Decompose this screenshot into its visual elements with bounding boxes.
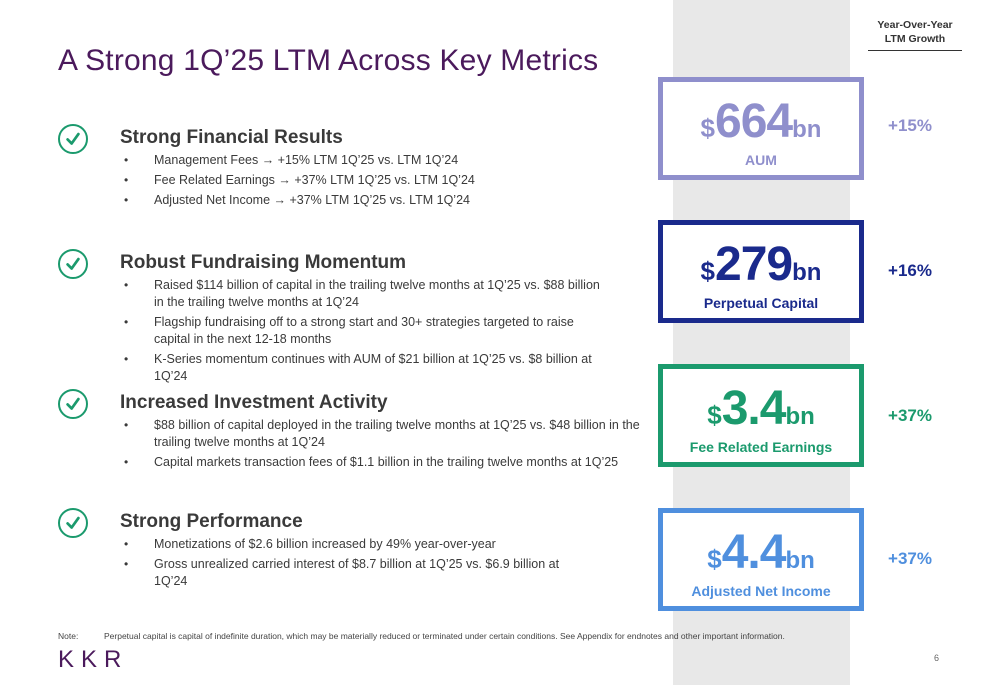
list-item: • Adjusted Net Income → +37% LTM 1Q’25 vs. LTM 1Q’24: [120, 192, 650, 209]
list-item: • Fee Related Earnings → +37% LTM 1Q’25 vs. LTM 1Q’24: [120, 172, 650, 189]
metric-value: $279bn: [700, 238, 822, 291]
bullet-list: [120, 277, 610, 388]
metric-value: $3.4bn: [707, 382, 815, 435]
metric-label: Perpetual Capital: [703, 295, 819, 311]
page-number: 6: [934, 653, 940, 663]
list-item: • Monetizations of $2.6 billion increased by 49% year-over-year: [120, 536, 580, 553]
growth-value-aum: +15%: [888, 116, 932, 135]
section-title: Increased Investment Activity: [120, 392, 388, 413]
footnote-label: Note:: [58, 631, 79, 641]
growth-header-line-1: Year-Over-Year: [877, 19, 953, 31]
list-item: • Capital markets transaction fees of $1.1 billion in the trailing twelve months at 1Q’25: [120, 454, 650, 471]
bullet-list: [120, 417, 650, 474]
metric-label: Fee Related Earnings: [689, 439, 833, 455]
checkmark-icon: [58, 508, 88, 538]
metric-box-adjusted-net-income: [658, 508, 864, 611]
metric-value: $4.4bn: [707, 526, 815, 579]
metric-box-perpetual-capital: [658, 220, 864, 323]
section-title: Strong Performance: [120, 511, 303, 532]
checkmark-icon: [58, 389, 88, 419]
list-item: • Management Fees → +15% LTM 1Q’25 vs. LTM 1Q’24: [120, 152, 650, 169]
list-item: • Flagship fundraising off to a strong start and 30+ strategies targeted to raise capital in the next 12-18 months: [120, 314, 610, 348]
list-item: • $88 billion of capital deployed in the trailing twelve months at 1Q’25 vs. $48 billion in the trailing twelve months at 1Q’24: [120, 417, 650, 451]
bullet-list: [120, 152, 650, 212]
metric-box-aum: [658, 77, 864, 180]
footnote-text: Perpetual capital is capital of indefinite duration, which may be materially reduced or terminated under certain conditions. See Appendix for endnotes and other important information.: [104, 631, 785, 641]
list-item: • Gross unrealized carried interest of $8.7 billion at 1Q’25 vs. $6.9 billion at 1Q’24: [120, 556, 580, 590]
page-title: A Strong 1Q’25 LTM Across Key Metrics: [58, 44, 599, 77]
checkmark-icon: [58, 124, 88, 154]
growth-value-adjusted-net-income: +37%: [888, 549, 932, 568]
metric-box-fee-related-earnings: [658, 364, 864, 467]
growth-column-header: [868, 18, 962, 51]
section-title: Robust Fundraising Momentum: [120, 252, 407, 273]
kkr-logo: KKR: [58, 646, 129, 673]
checkmark-icon: [58, 249, 88, 279]
growth-header-line-2: LTM Growth: [884, 33, 946, 45]
footnote: [58, 631, 785, 641]
growth-value-fee-related-earnings: +37%: [888, 406, 932, 425]
section-title: Strong Financial Results: [120, 127, 343, 148]
metric-label: Adjusted Net Income: [691, 583, 831, 599]
metric-label: AUM: [745, 152, 777, 168]
bullet-list: [120, 536, 580, 593]
list-item: • K-Series momentum continues with AUM of $21 billion at 1Q’25 vs. $8 billion at 1Q’24: [120, 351, 610, 385]
metric-value: $664bn: [700, 95, 822, 148]
growth-value-perpetual-capital: +16%: [888, 261, 932, 280]
list-item: • Raised $114 billion of capital in the trailing twelve months at 1Q’25 vs. $88 billion in the trailing twelve months at 1Q’24: [120, 277, 610, 311]
